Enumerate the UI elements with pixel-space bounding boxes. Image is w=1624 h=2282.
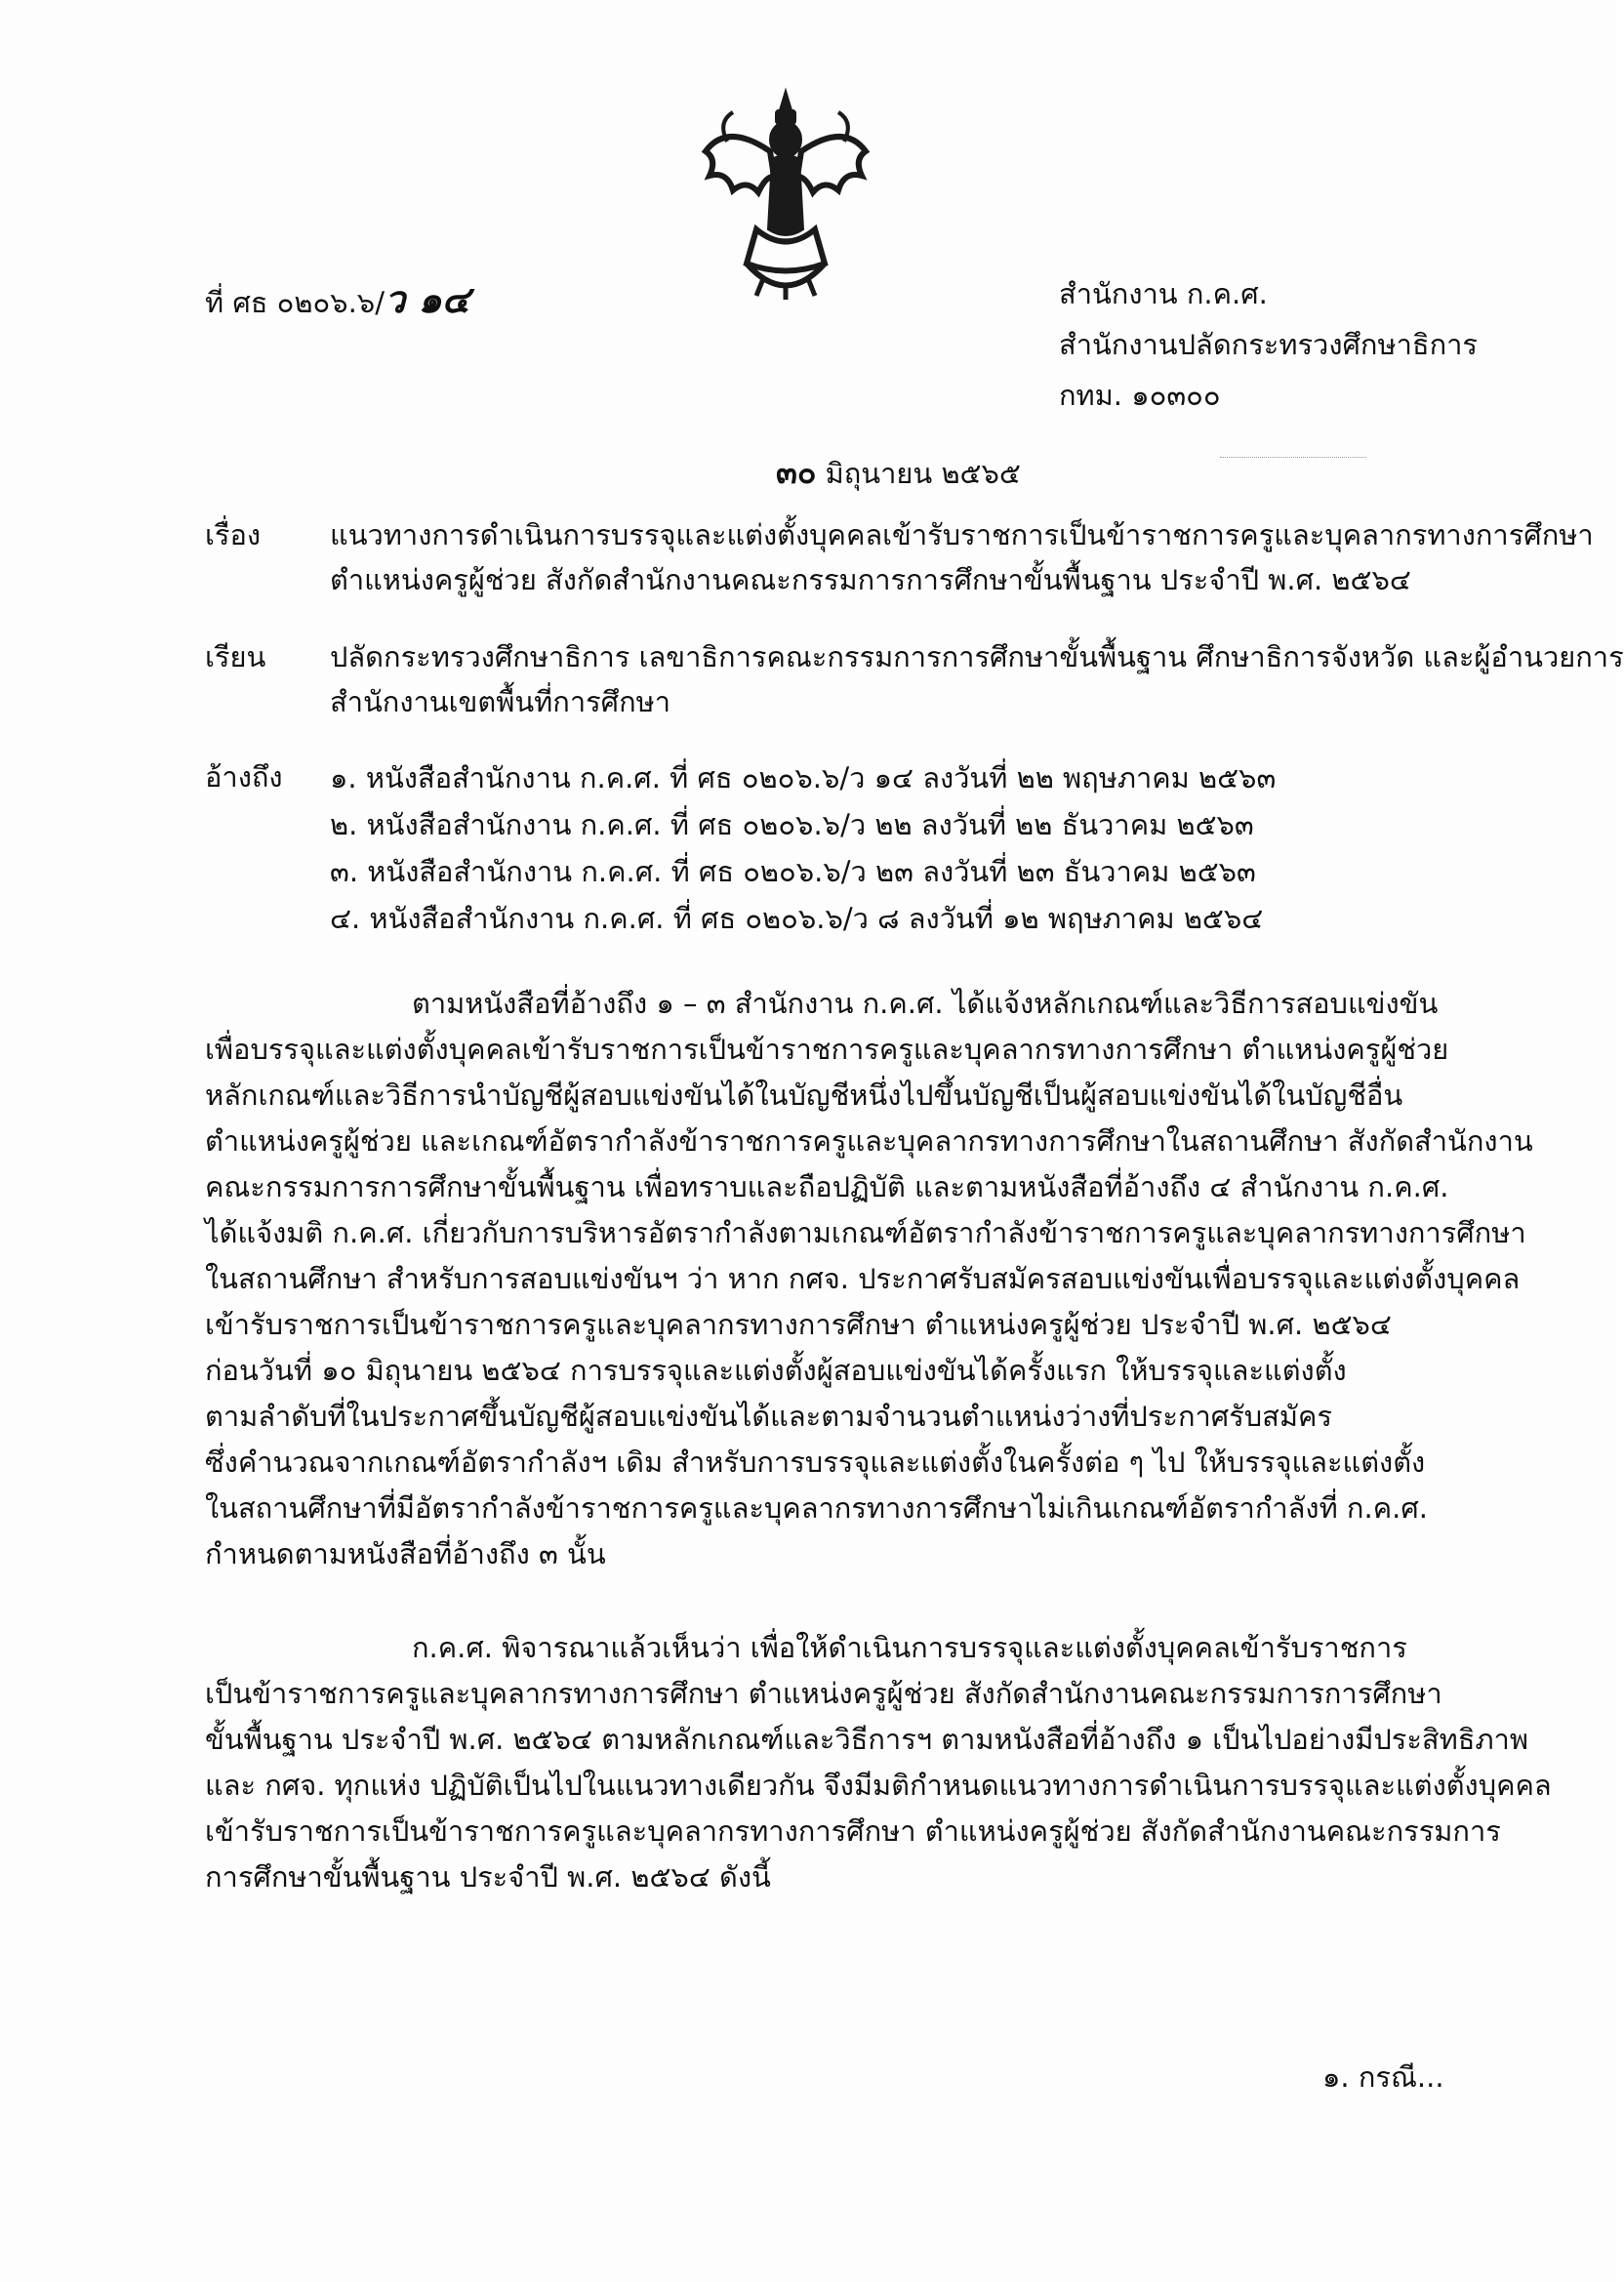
body-paragraph-2: [205, 1625, 1552, 1900]
references-list: [330, 754, 1472, 942]
date-day: ๓๐: [776, 454, 817, 491]
reference-item: ๓. หนังสือสำนักงาน ก.ค.ศ. ที่ ศธ ๐๒๐๖.๖/ว ๒๓ ลงวันที่ ๒๓ ธันวาคม ๒๕๖๓: [330, 855, 1256, 888]
paragraph-line: การศึกษาขั้นพื้นฐาน ประจำปี พ.ศ. ๒๕๖๔ ดังนี้: [205, 1860, 771, 1894]
subject-line: แนวทางการดำเนินการบรรจุและแต่งตั้งบุคคลเข้ารับราชการเป็นข้าราชการครูและบุคลากรทางการศึกษา: [330, 518, 1594, 551]
paragraph-line: เข้ารับราชการเป็นข้าราชการครูและบุคลากรทางการศึกษา ตำแหน่งครูผู้ช่วย สังกัดสำนักงานคณะกรรมการ: [205, 1814, 1501, 1848]
subject-label: เรื่อง: [205, 518, 262, 551]
office-line: สำนักงานปลัดกระทรวงศึกษาธิการ: [1059, 328, 1478, 361]
reference-item: ๔. หนังสือสำนักงาน ก.ค.ศ. ที่ ศธ ๐๒๐๖.๖/ว ๘ ลงวันที่ ๑๒ พฤษภาคม ๒๕๖๔: [330, 902, 1264, 935]
date-month-year: มิถุนายน ๒๕๖๕: [825, 457, 1021, 490]
document-date: [776, 451, 1021, 495]
paragraph-line: ตามหนังสือที่อ้างถึง ๑ – ๓ สำนักงาน ก.ค.ศ. ได้แจ้งหลักเกณฑ์และวิธีการสอบแข่งขัน: [412, 987, 1439, 1020]
addressee-text: [330, 634, 1624, 724]
document-number-prefix: ที่ ศธ ๐๒๐๖.๖/: [205, 286, 385, 319]
paragraph-line: เป็นข้าราชการครูและบุคลากรทางการศึกษา ตำแหน่งครูผู้ช่วย สังกัดสำนักงานคณะกรรมการการศึกษา: [205, 1677, 1442, 1710]
paragraph-line: คณะกรรมการการศึกษาขั้นพื้นฐาน เพื่อทราบและถือปฏิบัติ และตามหนังสือที่อ้างถึง ๔ สำนักงาน ก.ค.ศ.: [205, 1170, 1449, 1203]
paragraph-line: ตามลำดับที่ในประกาศขึ้นบัญชีผู้สอบแข่งขันได้และตามจำนวนตำแหน่งว่างที่ประกาศรับสมัคร: [205, 1400, 1332, 1433]
paragraph-line: เพื่อบรรจุและแต่งตั้งบุคคลเข้ารับราชการเป็นข้าราชการครูและบุคลากรทางการศึกษา ตำแหน่งครูผู้ช่วย: [205, 1033, 1449, 1066]
paragraph-line: กำหนดตามหนังสือที่อ้างถึง ๓ นั้น: [205, 1537, 606, 1570]
subject-line: ตำแหน่งครูผู้ช่วย สังกัดสำนักงานคณะกรรมการการศึกษาขั้นพื้นฐาน ประจำปี พ.ศ. ๒๕๖๔: [330, 563, 1411, 596]
paragraph-line: ก.ค.ศ. พิจารณาแล้วเห็นว่า เพื่อให้ดำเนินการบรรจุและแต่งตั้งบุคคลเข้ารับราชการ: [412, 1631, 1407, 1664]
subject-text: [330, 512, 1594, 602]
paragraph-line: ซึ่งคำนวณจากเกณฑ์อัตรากำลังฯ เดิม สำหรับการบรรจุและแต่งตั้งในครั้งต่อ ๆ ไป ให้บรรจุและแต่งตั้ง: [205, 1446, 1426, 1479]
office-line: สำนักงาน ก.ค.ศ.: [1059, 277, 1268, 310]
body-paragraph-1: [205, 981, 1533, 1577]
paragraph-line: ขั้นพื้นฐาน ประจำปี พ.ศ. ๒๕๖๔ ตามหลักเกณฑ์และวิธีการฯ ตามหนังสือที่อ้างถึง ๑ เป็นไปอย่างมีประสิทธิภาพ: [205, 1723, 1528, 1756]
paragraph-line: เข้ารับราชการเป็นข้าราชการครูและบุคลากรทางการศึกษา ตำแหน่งครูผู้ช่วย ประจำปี พ.ศ. ๒๕๖๔: [205, 1308, 1392, 1341]
paragraph-line: หลักเกณฑ์และวิธีการนำบัญชีผู้สอบแข่งขันได้ในบัญชีหนึ่งไปขึ้นบัญชีเป็นผู้สอบแข่งขันได้ในบัญชีอื่น: [205, 1079, 1403, 1112]
paragraph-line: ตำแหน่งครูผู้ช่วย และเกณฑ์อัตรากำลังข้าราชการครูและบุคลากรทางการศึกษาในสถานศึกษา สังกัดสำนักงาน: [205, 1124, 1533, 1158]
references-label: อ้างถึง: [205, 760, 283, 794]
paragraph-line: ในสถานศึกษา สำหรับการสอบแข่งขันฯ ว่า หาก กศจ. ประกาศรับสมัครสอบแข่งขันเพื่อบรรจุและแต่งตั้งบุคคล: [205, 1262, 1521, 1295]
continuation-marker: ๑. กรณี...: [1322, 2060, 1444, 2094]
paragraph-line: ได้แจ้งมติ ก.ค.ศ. เกี่ยวกับการบริหารอัตรากำลังตามเกณฑ์อัตรากำลังข้าราชการครูและบุคลากรทางการศึกษา: [205, 1216, 1526, 1249]
paragraph-line: ในสถานศึกษาที่มีอัตรากำลังข้าราชการครูและบุคลากรทางการศึกษาไม่เกินเกณฑ์อัตรากำลังที่ ก.ค.ศ.: [205, 1491, 1428, 1525]
addressee-line: สำนักงานเขตพื้นที่การศึกษา: [330, 685, 671, 718]
paragraph-line: ก่อนวันที่ ๑๐ มิถุนายน ๒๕๖๔ การบรรจุและแต่งตั้งผู้สอบแข่งขันได้ครั้งแรก ให้บรรจุและแต่งตั้ง: [205, 1354, 1347, 1387]
addressee-label: เรียน: [205, 640, 266, 673]
issuing-office: [1059, 268, 1478, 421]
reference-item: ๑. หนังสือสำนักงาน ก.ค.ศ. ที่ ศธ ๐๒๐๖.๖/ว ๑๔ ลงวันที่ ๒๒ พฤษภาคม ๒๕๖๓: [330, 761, 1277, 795]
reference-item: ๒. หนังสือสำนักงาน ก.ค.ศ. ที่ ศธ ๐๒๐๖.๖/ว ๒๒ ลงวันที่ ๒๒ ธันวาคม ๒๕๖๓: [330, 808, 1254, 841]
garuda-emblem: [688, 83, 883, 303]
document-number: [205, 278, 469, 324]
dotted-rule: [1220, 457, 1366, 458]
office-line: กทม. ๑๐๓๐๐: [1059, 379, 1221, 412]
paragraph-line: และ กศจ. ทุกแห่ง ปฏิบัติเป็นไปในแนวทางเดียวกัน จึงมีมติกำหนดแนวทางการดำเนินการบรรจุและแต่งตั้งบุคคล: [205, 1769, 1552, 1802]
document-number-handwritten: ว ๑๔: [384, 277, 470, 321]
addressee-line: ปลัดกระทรวงศึกษาธิการ เลขาธิการคณะกรรมการการศึกษาขั้นพื้นฐาน ศึกษาธิการจังหวัด และผู้อำนวยการ: [330, 640, 1624, 673]
